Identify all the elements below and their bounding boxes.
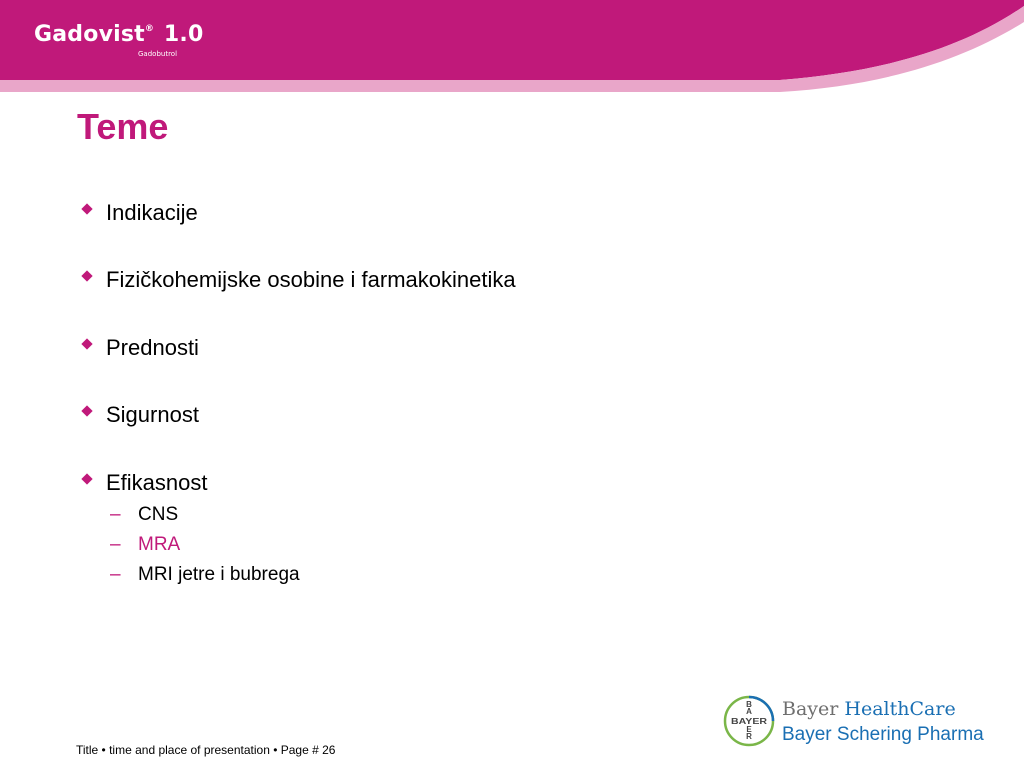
bullet-label: Prednosti bbox=[106, 335, 199, 360]
sub-item bbox=[110, 533, 180, 557]
dash-bullet-icon: – bbox=[110, 534, 121, 555]
svg-text:B: B bbox=[746, 700, 752, 709]
bullet-item bbox=[80, 198, 198, 228]
sub-item-label: CNS bbox=[138, 504, 179, 525]
sub-item bbox=[110, 563, 300, 587]
dash-bullet-icon: – bbox=[110, 504, 121, 525]
diamond-bullet-icon bbox=[81, 203, 92, 214]
bullet-item bbox=[80, 400, 199, 430]
diamond-bullet-icon bbox=[81, 473, 92, 484]
dash-bullet-icon: – bbox=[110, 564, 121, 585]
slide-title: Teme bbox=[77, 106, 169, 147]
brand-healthcare bbox=[782, 698, 956, 720]
brand-healthcare-word: HealthCare bbox=[844, 698, 956, 720]
svg-text:E: E bbox=[746, 725, 752, 734]
bullet-label: Efikasnost bbox=[106, 470, 208, 495]
svg-text:BAYER: BAYER bbox=[731, 717, 768, 726]
diamond-bullet-icon bbox=[81, 405, 92, 416]
brand-bayer-word: Bayer bbox=[782, 698, 839, 720]
sub-item bbox=[110, 503, 178, 527]
diamond-bullet-icon bbox=[81, 338, 92, 349]
brand-schering-pharma: Bayer Schering Pharma bbox=[782, 724, 984, 745]
bullet-item bbox=[80, 468, 208, 498]
bullet-label: Fizičkohemijske osobine i farmakokinetika bbox=[106, 267, 516, 292]
bullet-label: Sigurnost bbox=[106, 402, 199, 427]
logo-name: Gadovist bbox=[34, 22, 145, 47]
header-band bbox=[0, 0, 1024, 100]
svg-text:A: A bbox=[746, 707, 752, 716]
sub-item-label: MRI jetre i bubrega bbox=[138, 564, 300, 585]
bayer-cross-logo-icon bbox=[722, 694, 778, 750]
logo-registered-mark: ® bbox=[144, 24, 155, 34]
brand-block bbox=[722, 694, 1012, 750]
sub-item-label: MRA bbox=[138, 534, 181, 555]
svg-text:R: R bbox=[746, 732, 752, 741]
bullet-item bbox=[80, 265, 516, 295]
product-logo bbox=[34, 22, 204, 47]
bullet-item bbox=[80, 333, 199, 363]
diamond-bullet-icon bbox=[81, 270, 92, 281]
footer-text: Title • time and place of presentation • Page # 26 bbox=[76, 743, 336, 757]
bullet-label: Indikacije bbox=[106, 200, 198, 225]
logo-version: 1.0 bbox=[156, 22, 204, 47]
logo-subtitle: Gadobutrol bbox=[138, 50, 178, 58]
